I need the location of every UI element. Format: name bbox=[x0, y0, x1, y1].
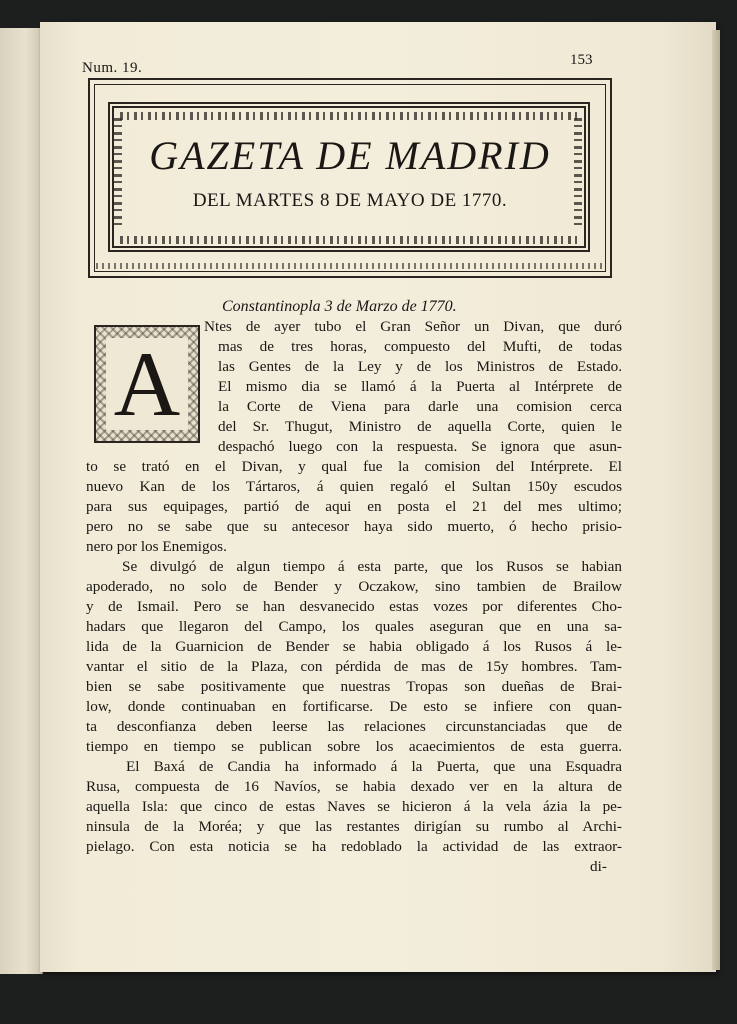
ornament-rule bbox=[96, 263, 606, 269]
body-line: nuevo Kan de los Tártaros, á quien regaló el Sultan 150y escudos bbox=[86, 478, 622, 495]
body-line: las Gentes de la Ley y de los Ministros de Estado. bbox=[218, 358, 622, 375]
body-line: la Corte de Viena para darle una comision cerca bbox=[218, 398, 622, 415]
body-line: Se divulgó de algun tiempo á esta parte, que los Rusos se habian bbox=[122, 558, 622, 575]
body-line: lida de la Guarnicion de Bender se habia obligado á los Rusos á le- bbox=[86, 638, 622, 655]
initial-letter: A bbox=[106, 338, 188, 430]
body-line: y de Ismail. Pero se han desvanecido estas vozes por diferentes Cho- bbox=[86, 598, 622, 615]
body-line: ta desconfianza deben leerse las relaciones circunstanciadas que de bbox=[86, 718, 622, 735]
masthead-title: GAZETA DE MADRID bbox=[149, 133, 551, 178]
body-line: tiempo en tiempo se publican sobre los acaecimientos de esta guerra. bbox=[86, 738, 622, 755]
body-line: despachó luego con la respuesta. Se ignora que asun- bbox=[218, 438, 622, 455]
article-heading: Constantinopla 3 de Marzo de 1770. bbox=[222, 298, 457, 315]
body-line: para sus equipages, partió de aqui en posta el 21 del mes ultimo; bbox=[86, 498, 622, 515]
body-line: apoderado, no solo de Bender y Oczakow, sino tambien de Brailow bbox=[86, 578, 622, 595]
body-line: Ntes de ayer tubo el Gran Señor un Divan, que duró bbox=[204, 318, 622, 335]
body-line: pero no se sabe que su antecesor haya sido muerto, ó hecho prisio- bbox=[86, 518, 622, 535]
page-number: 153 bbox=[570, 52, 593, 68]
masthead-dateline: DEL MARTES 8 DE MAYO DE 1770. bbox=[192, 190, 508, 211]
body-line: nero por los Enemigos. bbox=[86, 538, 227, 555]
facing-page-edge bbox=[0, 28, 43, 974]
body-line: vantar el sitio de la Plaza, con pérdida de mas de 15y hombres. Tam- bbox=[86, 658, 622, 675]
body-line: del Sr. Thugut, Ministro de aquella Corte, quien le bbox=[218, 418, 622, 435]
body-line: pielago. Con esta noticia se ha redoblado la actividad de las extraor- bbox=[86, 838, 622, 855]
body-line: El Baxá de Candia ha informado á la Puerta, que una Esquadra bbox=[126, 758, 622, 775]
body-line: bien se sabe positivamente que nuestras Tropas son dueñas de Brai- bbox=[86, 678, 622, 695]
ornament-border-top bbox=[120, 112, 580, 120]
body-line: low, donde continuaban en fortificarse. De esto se infiere con quan- bbox=[86, 698, 622, 715]
ornament-border-bottom bbox=[120, 236, 580, 244]
body-line: Rusa, compuesta de 16 Navíos, se habia dexado ver en la altura de bbox=[86, 778, 622, 795]
body-line: to se trató en el Divan, y qual fue la comision del Intérprete. El bbox=[86, 458, 622, 475]
ornament-border-left bbox=[114, 118, 122, 230]
page-stack-edge bbox=[712, 30, 720, 970]
body-line: ninsula de la Moréa; y que las restantes dirigían su rumbo al Archi- bbox=[86, 818, 622, 835]
body-line: El mismo dia se llamó á la Puerta al Intérprete de bbox=[218, 378, 622, 395]
ornament-border-right bbox=[574, 118, 582, 230]
catchword: di- bbox=[590, 858, 607, 875]
body-line: aquella Isla: que cinco de estas Naves se hicieron á la vela ázia la pe- bbox=[86, 798, 622, 815]
body-line: hadars que llegaron del Campo, los quales aseguran que en una sa- bbox=[86, 618, 622, 635]
decorated-initial bbox=[94, 325, 200, 443]
issue-number: Num. 19. bbox=[82, 60, 143, 76]
body-line: mas de tres horas, compuesto del Mufti, de todas bbox=[218, 338, 622, 355]
